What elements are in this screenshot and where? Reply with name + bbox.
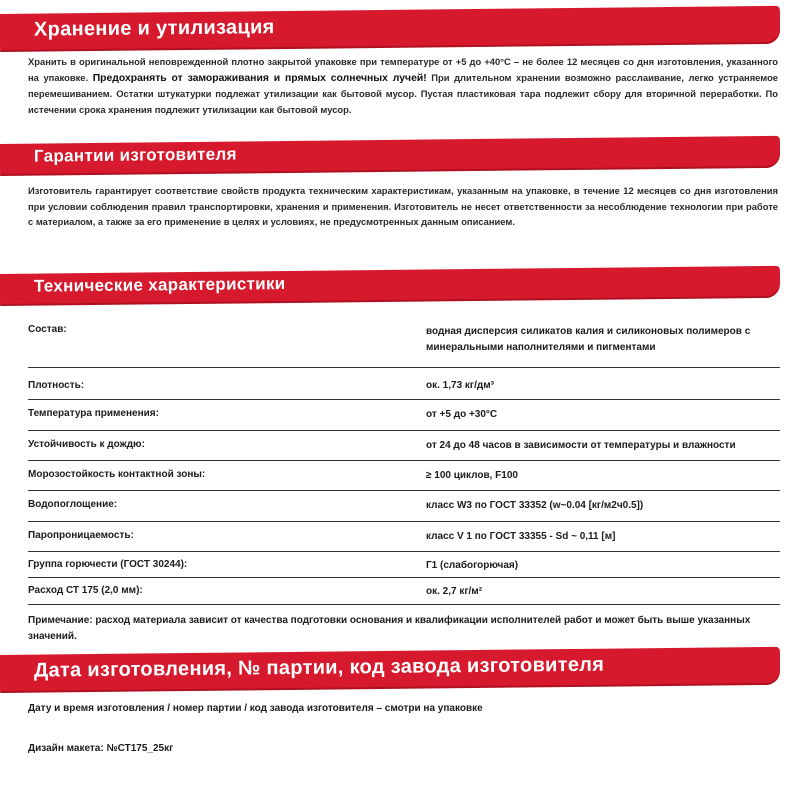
spec-row-composition (28, 322, 780, 368)
spec-row-frost-resistance (28, 461, 780, 491)
spec-value: класс V 1 по ГОСТ 33355 - Sd ~ 0,11 [м] (426, 531, 616, 542)
warranty-text: Изготовитель гарантирует соответствие свойств продукта техническим характеристикам, указанным на упаковке, в течение 12 месяцев со дня изготовления при условии соблюдения правил транспортировки, хранения и применения. Изготовитель не несет ответственности за несоблюдение технологии при работе с материалом, а также за его применение в целях и условиях, не предусмотренных данным описанием. (28, 185, 778, 228)
spec-label: Группа горючести (ГОСТ 30244): (28, 559, 188, 570)
spec-label: Устойчивость к дождю: (28, 439, 145, 450)
specs-section-banner (0, 266, 780, 304)
production-section-banner (0, 647, 780, 691)
storage-warning: Предохранять от замораживания и прямых солнечных лучей! (92, 72, 427, 84)
storage-section-title: Хранение и утилизация (33, 16, 275, 41)
spec-value: класс W3 по ГОСТ 33352 (w~0.04 [кг/м2ч0.5]) (426, 500, 644, 511)
warranty-section-title: Гарантии изготовителя (33, 144, 237, 166)
storage-text (28, 54, 778, 117)
spec-row-density (28, 368, 780, 400)
layout-label: Дизайн макета: №СТ175_25кг (28, 743, 174, 754)
storage-text-part-1: Хранить в оригинальной неповрежденной плотно закрытой упаковке при температуре от +5 до +40°С – не более 12 месяцев со дня изготовления, указанного на упаковке. (28, 56, 778, 83)
spec-value: ок. 1,73 кг/дм³ (426, 380, 494, 391)
spec-value: водная дисперсия силикатов калия и силиконовых полимеров с минеральными наполнителями и пигментами (426, 326, 751, 353)
specs-section-title: Технические характеристики (33, 274, 286, 296)
spec-label: Расход СТ 175 (2,0 мм): (28, 585, 143, 596)
spec-label: Водопоглощение: (28, 499, 118, 510)
spec-row-water-absorption (28, 491, 780, 522)
spec-value: ≥ 100 циклов, F100 (426, 470, 518, 481)
storage-section-banner (0, 6, 780, 50)
spec-row-application-temperature (28, 400, 780, 431)
spec-value: Г1 (слабогорючая) (426, 560, 519, 571)
spec-label: Плотность: (28, 380, 85, 391)
spec-label: Паропроницаемость: (28, 530, 134, 541)
warranty-section-banner (0, 136, 780, 174)
production-section-title: Дата изготовления, № партии, код завода изготовителя (33, 653, 605, 682)
spec-label: Состав: (28, 324, 67, 335)
spec-label: Морозостойкость контактной зоны: (28, 469, 206, 480)
spec-value: ок. 2,7 кг/м² (426, 586, 483, 597)
storage-text-part-2: При длительном хранении возможно расслаивание, легко устраняемое перемешиванием. Остатки штукатурки подлежат утилизации как бытовой мусор. Пустая пластиковая тара подлежит сбору для вторичной переработки. По истечении срока хранения подлежит утилизации как бытовой мусор. (28, 71, 779, 115)
specs-note: Примечание: расход материала зависит от качества подготовки основания и квалификации исполнителей работ и может быть выше указанных значений. (28, 615, 751, 642)
spec-value: от 24 до 48 часов в зависимости от температуры и влажности (426, 440, 736, 451)
spec-row-vapor-permeability (28, 522, 780, 552)
spec-row-rain-resistance (28, 431, 780, 461)
production-info: Дату и время изготовления / номер партии / код завода изготовителя – смотри на упаковке (28, 703, 483, 714)
spec-label: Температура применения: (28, 408, 159, 419)
spec-row-consumption (28, 578, 780, 605)
spec-value: от +5 до +30°С (426, 409, 498, 420)
spec-row-flammability-group (28, 552, 780, 578)
